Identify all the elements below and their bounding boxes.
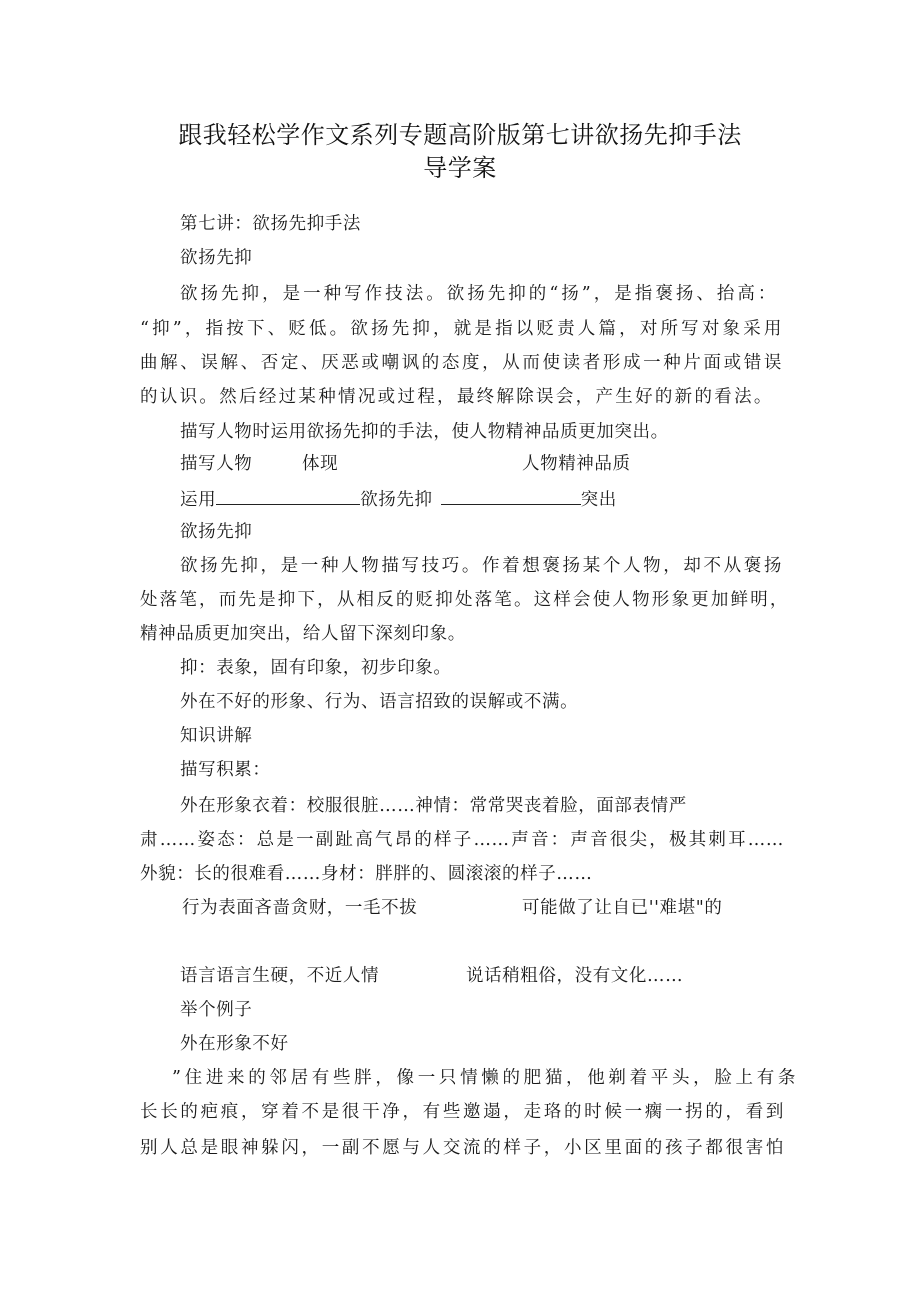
subheading: 知识讲解 — [180, 726, 253, 746]
paragraph-line: 外貌：长的很难看……身材：胖胖的、圆滚滚的样子…… — [140, 864, 593, 884]
subheading: 欲扬先抑 — [180, 248, 253, 268]
paragraph-line: 欲扬先抑，是一种写作技法。欲扬先抑的“扬”，是指褒扬、抬高： — [180, 284, 777, 304]
fill-blank-1 — [216, 486, 360, 505]
subheading: 举个例子 — [180, 1000, 253, 1020]
paragraph-line: 抑：表象，固有印象，初步印象。 — [180, 658, 452, 678]
language-line-right: 说话稍粗俗，没有文化…… — [466, 966, 684, 986]
subheading: 描写积累： — [180, 760, 271, 780]
subheading: 外在形象不好 — [180, 1034, 289, 1054]
diagram-label-embody: 体现 — [302, 454, 339, 474]
diagram-label-quality: 人物精神品质 — [522, 454, 631, 474]
fill-label-highlight: 突出 — [580, 490, 617, 510]
paragraph-line: 曲解、误解、否定、厌恶或嘲讽的态度，从而使读者形成一种片面或错误 — [140, 353, 782, 373]
paragraph-line: 欲扬先抑，是一种人物描写技巧。作着想褒扬某个人物，却不从褒扬 — [180, 556, 782, 576]
language-line-left: 语言语言生硬，不近人情 — [180, 966, 380, 986]
document-title-line-1: 跟我轻松学作文系列专题高阶版第七讲欲扬先抑手法 — [178, 121, 742, 149]
subheading: 欲扬先抑 — [180, 522, 253, 542]
paragraph-line: 处落笔，而先是抑下，从相反的贬抑处落笔。这样会使人物形象更加鲜明， — [140, 590, 788, 610]
behavior-line-right: 可能做了让自已''难堪"的 — [522, 898, 723, 918]
diagram-label-describe: 描写人物 — [180, 454, 253, 474]
paragraph-line: 精神品质更加突出，给人留下深刻印象。 — [140, 624, 466, 644]
fill-label-use: 运用 — [180, 490, 217, 510]
paragraph-line: ”住进来的邻居有些胖，像一只情懒的肥猫，他剃着平头，脸上有条 — [172, 1068, 796, 1088]
paragraph-line: 肃……姿态：总是一副趾高气昂的样子……声音：声音很尖，极其刺耳…… — [140, 830, 784, 850]
fill-line-row — [180, 486, 617, 512]
document-title-line-2: 导学案 — [423, 154, 497, 182]
paragraph-line: 的认识。然后经过某种情况或过程，最终解除误会，产生好的新的看法。 — [140, 387, 772, 407]
paragraph-line: 长长的疤痕，穿着不是很干净，有些邀遢，走珞的时候一瘸一拐的，看到 — [140, 1102, 784, 1122]
paragraph-line: 描写人物时运用欲扬先抑的手法，使人物精神品质更加突出。 — [180, 422, 669, 442]
section-heading: 第七讲：欲扬先抑手法 — [180, 214, 361, 234]
fill-label-technique: 欲扬先抑 — [360, 490, 433, 510]
behavior-line-left: 行为表面吝啬贪财，一毛不拔 — [182, 898, 418, 918]
paragraph-line: 外在不好的形象、行为、语言招致的误解或不满。 — [180, 692, 579, 712]
paragraph-line: 外在形象衣着：校服很脏……神情：常常哭丧着脸，面部表情严 — [180, 796, 687, 816]
paragraph-line: “抑”，指按下、贬低。欲扬先抑，就是指以贬责人篇，对所写对象采用 — [140, 319, 782, 339]
paragraph-line: 别人总是眼神躲闪，一副不愿与人交流的样子，小区里面的孩子都很害怕 — [140, 1138, 784, 1158]
fill-blank-2 — [441, 486, 581, 505]
